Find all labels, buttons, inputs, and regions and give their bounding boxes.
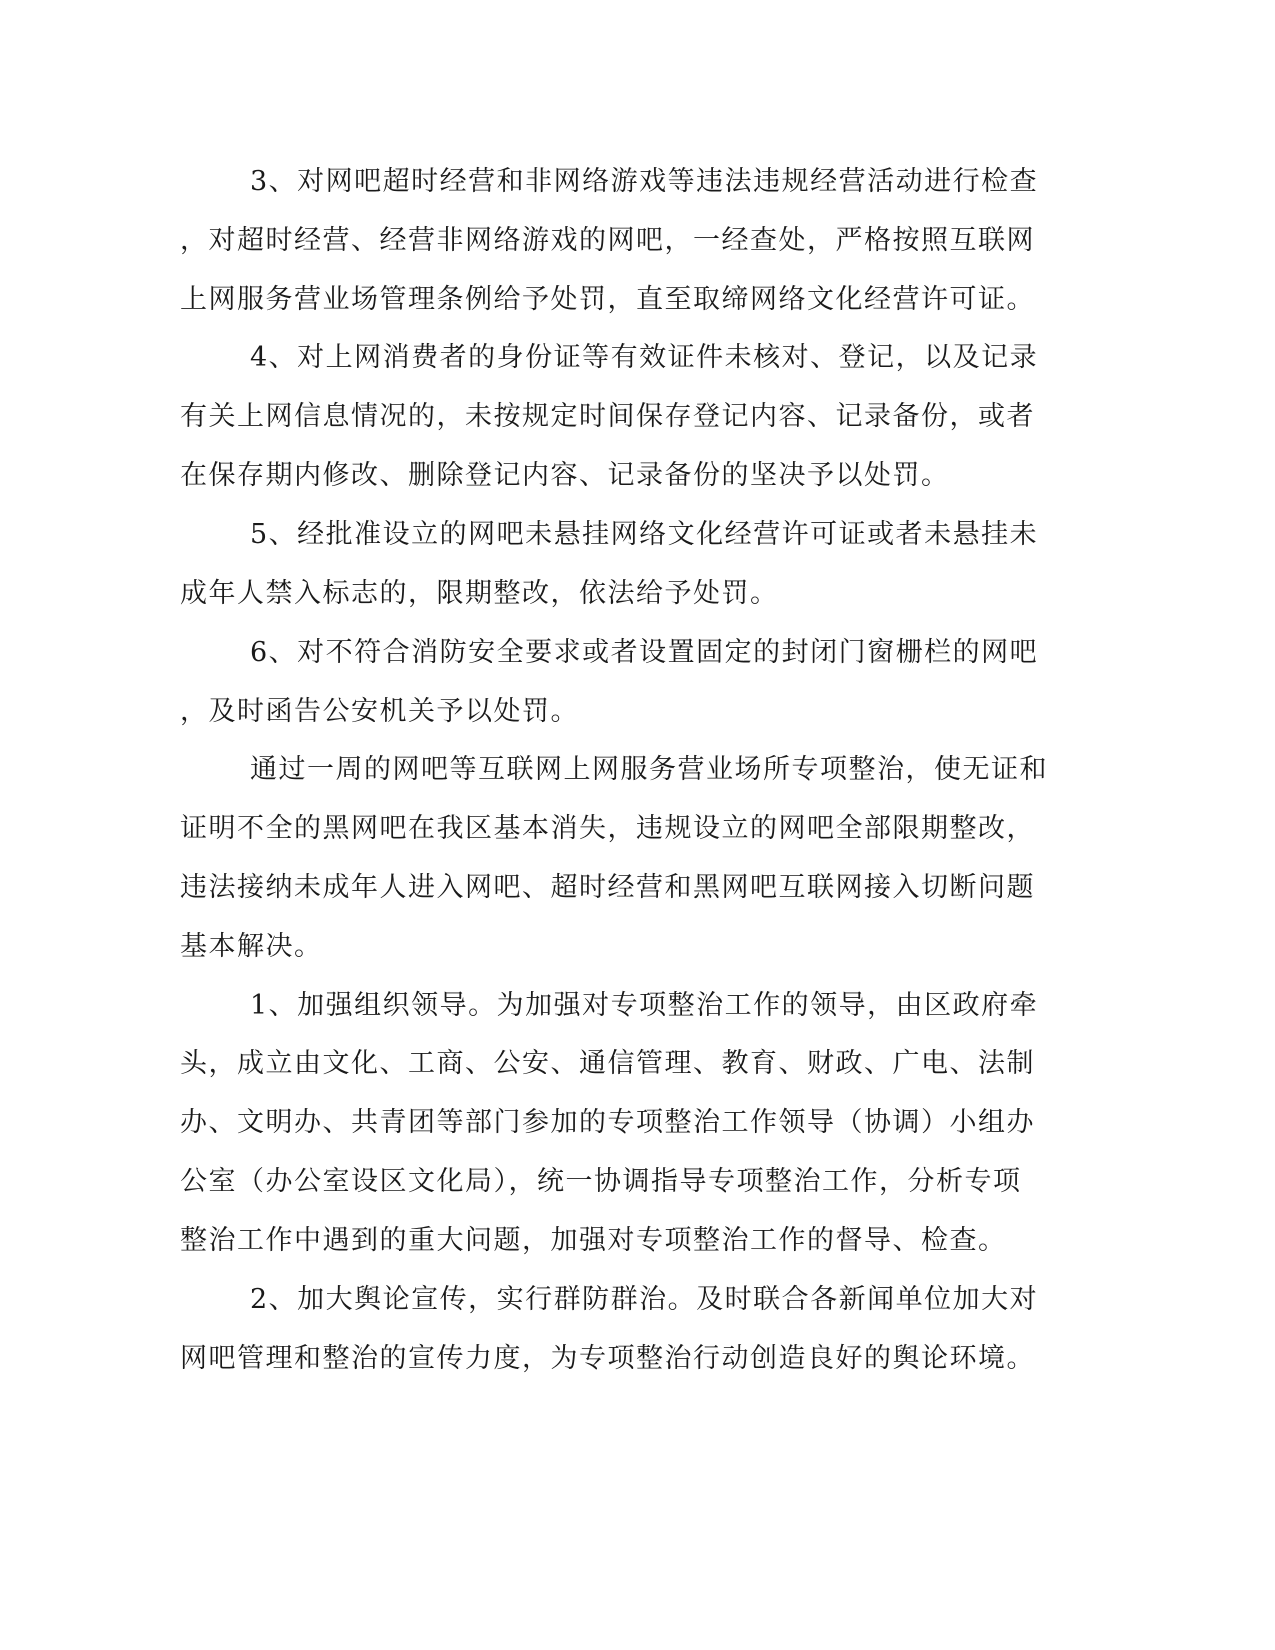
text-line: 网吧管理和整治的宣传力度，为专项整治行动创造良好的舆论环境。 bbox=[180, 1343, 1035, 1374]
text-line: 有关上网信息情况的，未按规定时间保存登记内容、记录备份，或者 bbox=[180, 401, 1035, 432]
text-line: 公室（办公室设区文化局），统一协调指导专项整治工作，分析专项 bbox=[180, 1166, 1022, 1197]
text-line: 6、对不符合消防安全要求或者设置固定的封闭门窗栅栏的网吧 bbox=[250, 637, 1039, 668]
text-line: 3、对网吧超时经营和非网络游戏等违法违规经营活动进行检查 bbox=[250, 166, 1039, 197]
text-line: 证明不全的黑网吧在我区基本消失，违规设立的网吧全部限期整改， bbox=[180, 813, 1035, 844]
text-line: 头，成立由文化、工商、公安、通信管理、教育、财政、广电、法制 bbox=[180, 1048, 1035, 1079]
text-line: 违法接纳未成年人进入网吧、超时经营和黑网吧互联网接入切断问题 bbox=[180, 872, 1035, 903]
text-line: 成年人禁入标志的，限期整改，依法给予处罚。 bbox=[180, 578, 779, 609]
text-line: 通过一周的网吧等互联网上网服务营业场所专项整治，使无证和 bbox=[250, 754, 1048, 785]
text-line: ，及时函告公安机关予以处罚。 bbox=[180, 696, 579, 727]
text-line: 2、加大舆论宣传，实行群防群治。及时联合各新闻单位加大对 bbox=[250, 1284, 1039, 1315]
text-line: 4、对上网消费者的身份证等有效证件未核对、登记，以及记录 bbox=[250, 342, 1039, 373]
text-line: 办、文明办、共青团等部门参加的专项整治工作领导（协调）小组办 bbox=[180, 1107, 1035, 1138]
text-line: 基本解决。 bbox=[180, 931, 323, 962]
text-line: ，对超时经营、经营非网络游戏的网吧，一经查处，严格按照互联网 bbox=[180, 225, 1035, 256]
text-line: 1、加强组织领导。为加强对专项整治工作的领导，由区政府牵 bbox=[250, 990, 1039, 1021]
text-line: 整治工作中遇到的重大问题，加强对专项整治工作的督导、检查。 bbox=[180, 1225, 1007, 1256]
text-line: 上网服务营业场管理条例给予处罚，直至取缔网络文化经营许可证。 bbox=[180, 284, 1035, 315]
text-line: 5、经批准设立的网吧未悬挂网络文化经营许可证或者未悬挂未 bbox=[250, 519, 1039, 550]
text-line: 在保存期内修改、删除登记内容、记录备份的坚决予以处罚。 bbox=[180, 460, 950, 491]
